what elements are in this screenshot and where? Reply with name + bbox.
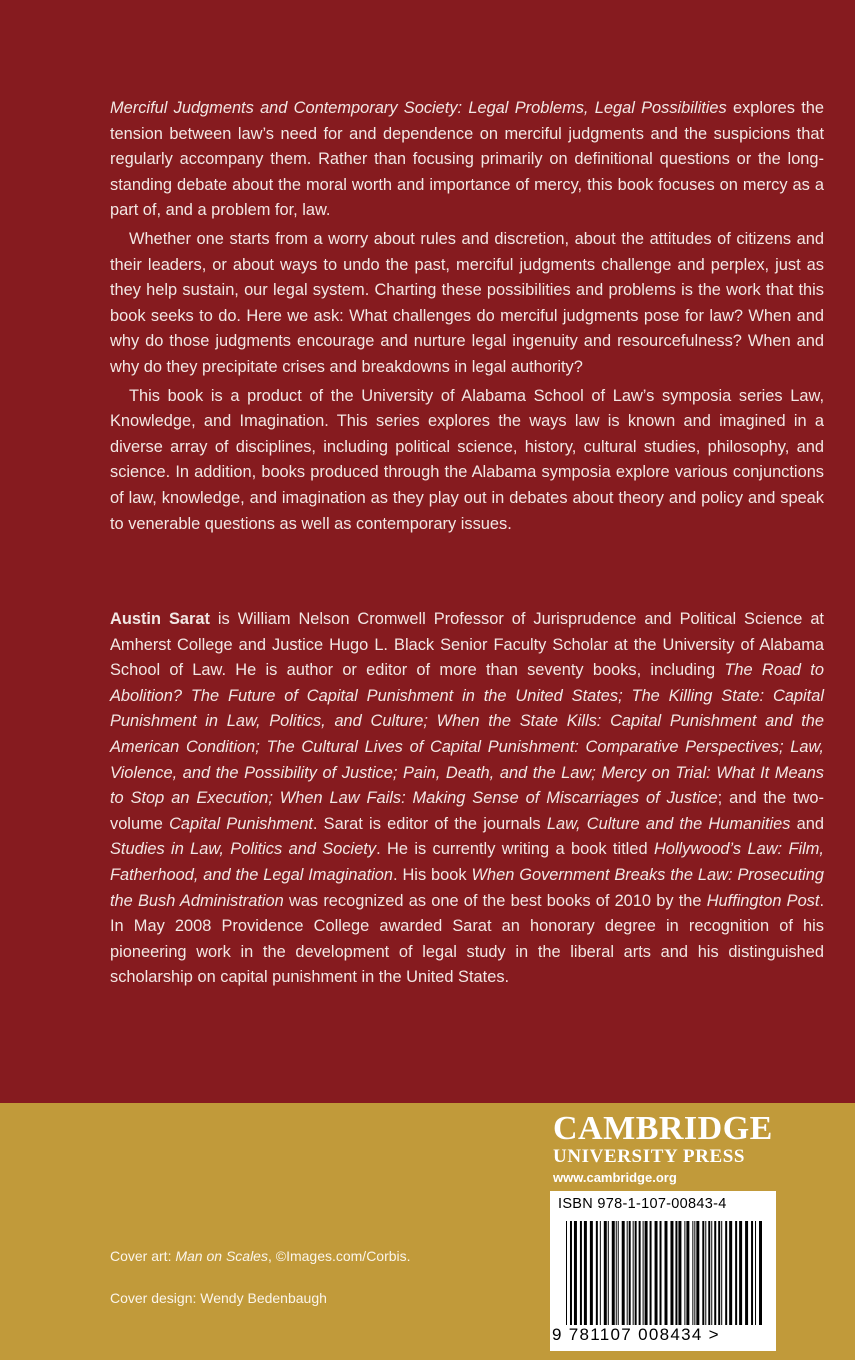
bio-book-title: When Government Breaks the Law: Prosecuting the Bush Administration (110, 865, 825, 910)
bio-text: . He is currently writing a book titled (376, 840, 654, 859)
cover-art-label: Cover art: (110, 1248, 176, 1264)
barcode-bar (702, 1221, 704, 1325)
bio-publication-title: Huffington Post (706, 891, 820, 910)
barcode-bar (686, 1221, 689, 1325)
book-description (110, 96, 824, 537)
bio-text: . Sarat is editor of the journals (312, 814, 547, 833)
barcode-bar (759, 1221, 762, 1325)
barcode-bar (574, 1221, 577, 1325)
cover-art-title: Man on Scales (175, 1248, 268, 1264)
publisher-name: CAMBRIDGE (553, 1110, 773, 1147)
barcode-bar (705, 1221, 706, 1325)
barcode-bar (678, 1221, 681, 1325)
barcode-bar (755, 1221, 756, 1325)
description-paragraph-2: Whether one starts from a worry about rules and discretion, about the attitudes of citizens and their leaders, or about ways to undo the past, merciful judgments challenge and perplex, just as they help sustain, our legal system. Charting these possibilities and problems is the work that this book seeks to do. Here we ask: What challenges do merciful judgments pose for law? When and why do those judgments encourage and nurture legal ingenuity and resourcefulness? When and why do they precipitate crises and breakdowns in legal authority? (110, 229, 824, 376)
barcode-bar (604, 1221, 607, 1325)
barcode-bar (718, 1221, 720, 1325)
isbn-number: ISBN 978-1-107-00843-4 (558, 1196, 727, 1212)
barcode-bar (670, 1221, 673, 1325)
barcode-bar (708, 1221, 710, 1325)
barcode-bar (711, 1221, 712, 1325)
isbn-barcode (550, 1191, 776, 1351)
barcode-bar (612, 1221, 615, 1325)
cover-art-credit (110, 1247, 411, 1265)
bio-journal-title: Law, Culture and the Humanities (546, 814, 791, 833)
bio-text: and (790, 814, 824, 833)
bio-text: . His book (393, 865, 472, 884)
cover-credits (110, 1247, 411, 1331)
cover-design-credit: Cover design: Wendy Bedenbaugh (110, 1290, 327, 1306)
barcode-bar (643, 1221, 644, 1325)
barcode-bar (664, 1221, 667, 1325)
barcode-bar (692, 1221, 693, 1325)
bio-journal-title: Studies in Law, Politics and Society (110, 840, 377, 859)
bio-text: . In May 2008 Providence College awarded Sarat an honorary degree in recognition of his pioneering work in the development of legal study in the liberal arts and his distinguished scholarship on capital punishment in the United States. (110, 891, 824, 987)
barcode-bar (721, 1221, 722, 1325)
barcode-bar (596, 1221, 598, 1325)
barcode-bar (616, 1221, 617, 1325)
bio-text: ; and the two-volume (110, 789, 824, 833)
cover-art-source: , ©Images.com/Corbis. (267, 1248, 411, 1264)
description-paragraph-1 (110, 96, 824, 224)
barcode-bar (635, 1221, 637, 1325)
barcode-bar (684, 1221, 685, 1325)
barcode-bar (570, 1221, 572, 1325)
barcode-bar (694, 1221, 695, 1325)
barcode-bar (580, 1221, 582, 1325)
barcode-bar (660, 1221, 662, 1325)
description-text: explores the tension between law’s need for and dependence on merciful judgments and the suspicions that regularly accompany them. Rather than focusing primarily on definitional questions or the long-standing debate about the moral worth and importance of mercy, this book focuses on mercy as a part of, and a problem for, law. (110, 99, 824, 220)
publisher-url: www.cambridge.org (553, 1170, 677, 1185)
barcode-bar (590, 1221, 593, 1325)
barcode-digits: 9 781107 008434 > (552, 1325, 720, 1344)
barcode-bar (739, 1221, 742, 1325)
barcode-bar (639, 1221, 641, 1325)
barcode-bar (608, 1221, 609, 1325)
barcode-bar (622, 1221, 625, 1325)
barcode-bar (696, 1221, 699, 1325)
barcode-bar (566, 1221, 567, 1325)
author-name: Austin Sarat (110, 610, 210, 628)
barcode-bars (566, 1221, 762, 1325)
barcode-bar (655, 1221, 658, 1325)
author-bio-paragraph (110, 607, 824, 991)
barcode-bar (629, 1221, 631, 1325)
barcode-bar (675, 1221, 677, 1325)
book-title: Merciful Judgments and Contemporary Society: Legal Problems, Legal Possibilities (110, 99, 727, 117)
barcode-bar (751, 1221, 753, 1325)
bio-book-title: Hollywood’s Law: Film, Fatherhood, and the Legal Imagination (110, 840, 824, 884)
barcode-bar (600, 1221, 601, 1325)
description-paragraph-3: This book is a product of the University of Alabama School of Law’s symposia series Law, Knowledge, and Imagination. This series explores the ways law is known and imagined in a diverse array of disciplines, including political science, history, cultural studies, philosophy, and science. In addition, books produced through the Alabama symposia explore various conjunctions of law, knowledge, and imagination as they play out in debates about theory and policy and speak to venerable questions as well as contemporary issues. (110, 386, 824, 533)
barcode-bar (714, 1221, 716, 1325)
barcode-bar (645, 1221, 648, 1325)
barcode-bar (729, 1221, 732, 1325)
barcode-bar (584, 1221, 587, 1325)
bio-text: was recognized as one of the best books of 2010 by the (283, 891, 707, 910)
bio-text: is William Nelson Cromwell Professor of Jurisprudence and Political Science at Amherst College and Justice Hugo L. Black Senior Faculty Scholar at the University of Alabama School of Law. He is author or editor of more than seventy books, including (110, 610, 824, 680)
bio-book-titles: The Road to Abolition? The Future of Capital Punishment in the United States; The Killing State: Capital Punishment in Law, Politics, and Culture; When the State Kills: Capital Punishment and the American Condition; The Cultural Lives of Capital Punishment: Comparative Perspectives; Law, Violence, and the Possibility of Justice; Pain, Death, and the Law; Mercy on Trial: What It Means to Stop an Execution; When Law Fails: Making Sense of Miscarriages of Justice (110, 661, 824, 808)
barcode-bar (618, 1221, 619, 1325)
barcode-bar (633, 1221, 634, 1325)
barcode-bar (735, 1221, 737, 1325)
barcode-bar (650, 1221, 652, 1325)
barcode-bar (627, 1221, 628, 1325)
barcode-bar (745, 1221, 748, 1325)
footer-band (0, 1103, 855, 1360)
publisher-subtitle: UNIVERSITY PRESS (553, 1146, 746, 1167)
bio-book-title: Capital Punishment (169, 814, 313, 833)
barcode-bar (725, 1221, 727, 1325)
author-bio (110, 607, 824, 991)
publisher-logo (553, 1111, 775, 1187)
